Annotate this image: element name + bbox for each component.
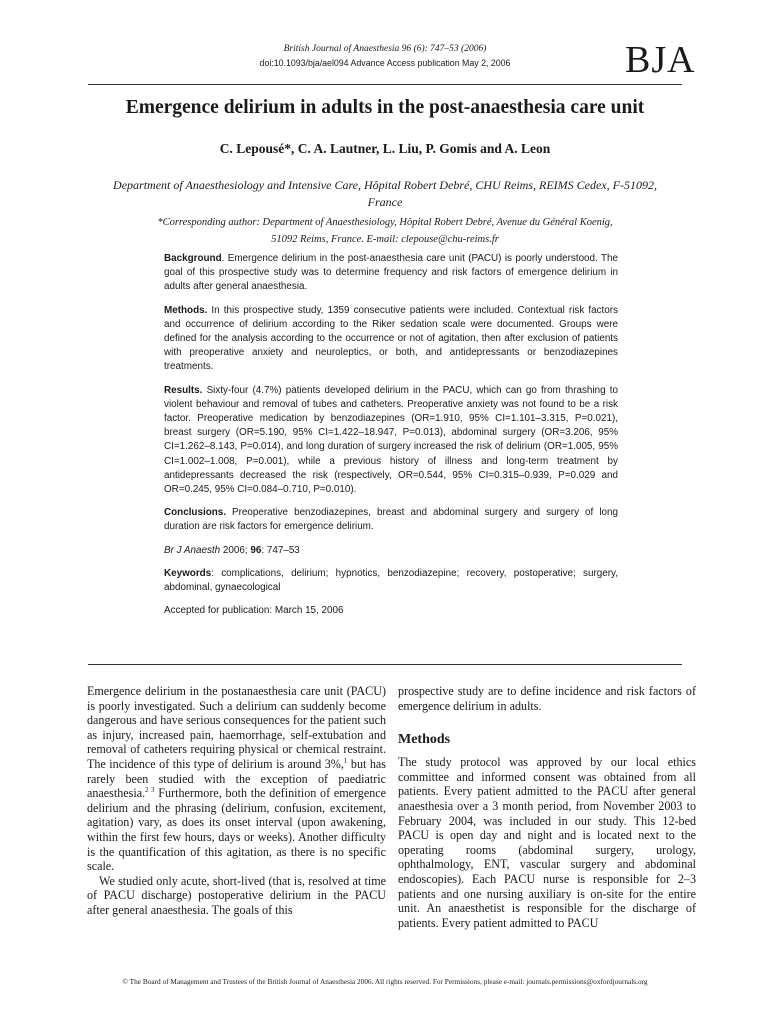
methods-text: In this prospective study, 1359 consecutive patients were included. Contextual risk factors and occurrence of delirium according to the Riker sedation scale were documented. Groups were defined for the analysis according to the occurrence or not of agitation, then after exclusion of patients with preoperative anxiety and neuroleptics, or both, and antidepressants or benzodiazepines treatments. [164, 304, 618, 373]
abstract-conclusions [164, 506, 618, 534]
reference-2-3[interactable]: 2 3 [145, 786, 155, 795]
intro-paragraph-2: We studied only acute, short-lived (that is, resolved at time of PACU discharge) postoperative delirium in the PACU after general anaesthesia. The goals of this [87, 873, 386, 917]
corresponding-author [110, 214, 660, 248]
article-title: Emergence delirium in adults in the post-anaesthesia care unit [125, 97, 645, 118]
methods-label: Methods. [164, 304, 208, 316]
citation-year: 2006; [220, 544, 251, 556]
journal-logo: BJA [625, 39, 696, 81]
methods-heading: Methods [398, 732, 451, 748]
intro-paragraph-continued: prospective study are to define incidence and risk factors of emergence delirium in adults. [398, 684, 696, 713]
results-text: Sixty-four (4.7%) patients developed delirium in the PACU, which can go from thrashing to violent behaviour and removal of tubes and catheters. Preoperative anxiety was not found to be a risk factor. Preoperative medication by benzodiazepines (OR=1.910, 95% CI=1.101–3.315, P=0.021), breast surgery (OR=5.190, 95% CI=1.422–18.947, P=0.013), abdominal surgery (OR=3.206, 95% CI=1.262–8.143, P=0.014), and long duration of surgery increased the risk of delirium (OR=1.005, 95% CI=1.002–1.008, P=0.001), while a previous history of illness and long-term treatment by antidepressants decreased the risk (respectively, OR=0.544, 95% CI=0.315–0.939, P=0.029 and OR=0.245, 95% CI=0.084–0.710, P=0.010). [164, 384, 618, 496]
methods-paragraph-1: The study protocol was approved by our local ethics committee and informed consent was obtained from all patients. Every patient admitted to the PACU after general anaesthesia over a 3 month period, from November 2003 to February 2004, was included in our study. This 12-bed PACU is open day and night and is located next to the operating rooms (abdominal surgery, urology, ophthalmology, ENT, vascular surgery and abdominal endoscopies). Each PACU nurse is responsible for 2–3 patients and one nursing auxiliary is on-site for the entire unit. An anaesthetist is responsible for the discharge of patients. Every patient admitted to PACU [398, 755, 696, 930]
keywords-label: Keywords [164, 567, 212, 579]
intro-text-c: Furthermore, both the definition of emergence delirium and the phrasing (delirium, confusion, excitement, agitation) vary, as does its onset interval (upon awakening, within the first few hours, days or weeks). Another difficulty is the quantification of this agitation, as there is no specific scale. [87, 786, 386, 874]
conclusions-text: Preoperative benzodiazepines, breast and abdominal surgery and surgery of long duration are risk factors for emergence delirium. [164, 507, 618, 533]
corresponding-line-2: 51092 Reims, France. E-mail: clepouse@chu-reims.fr [271, 234, 499, 245]
citation-volume: 96 [250, 544, 262, 556]
intro-text-a: Emergence delirium in the postanaesthesia care unit (PACU) is poorly investigated. Such a delirium can suddenly become dangerous and have serious consequences for the patient such as injury, increased pain, haemorrhage, self-extubation and removal of catheters requiring physical or chemical restraint. The incidence of this type of delirium is around 3%, [87, 684, 386, 771]
conclusions-label: Conclusions. [164, 507, 226, 519]
accepted-date: Accepted for publication: March 15, 2006 [164, 605, 344, 617]
abstract [164, 252, 618, 627]
background-text: . Emergence delirium in the post-anaesthesia care unit (PACU) is poorly understood. The goal of this prospective study was to determine frequency and risk factors of emergence delirium in adults after general anaesthesia. [164, 253, 618, 293]
doi-line: doi:10.1093/bja/ael094 Advance Access publication May 2, 2006 [259, 58, 511, 68]
copyright-footer: © The Board of Management and Trustees of the British Journal of Anaesthesia 2006. All rights reserved. For Permissions, please e-mail: journals.permissions@oxfordjournals.org [122, 977, 648, 986]
citation-pages: : 747–53 [261, 544, 300, 556]
journal-citation-line: British Journal of Anaesthesia 96 (6): 747–53 (2006) [283, 44, 487, 54]
abstract-background [164, 252, 618, 295]
intro-paragraph-1 [87, 684, 386, 874]
background-label: Background [164, 253, 222, 264]
intro-text-b: but has rarely been studied with the exception of paediatric anaesthesia. [87, 756, 386, 801]
citation-journal: Br J Anaesth [164, 544, 221, 556]
journal-header [200, 42, 570, 70]
body-column-left [87, 684, 386, 918]
abstract-methods [164, 304, 618, 375]
header-rule [88, 84, 682, 85]
reference-1[interactable]: 1 [343, 756, 348, 765]
author-list: C. Lepousé*, C. A. Lautner, L. Liu, P. Gomis and A. Leon [219, 141, 551, 156]
results-label: Results. [164, 384, 203, 396]
body-column-right [398, 684, 696, 930]
abstract-rule [88, 664, 682, 665]
abstract-results [164, 384, 618, 498]
abstract-keywords [164, 567, 618, 595]
abstract-citation [164, 544, 618, 558]
affiliation: Department of Anaesthesiology and Intensive Care, Hôpital Robert Debré, CHU Reims, REIMS Cedex, F-51092, France [113, 178, 657, 209]
corresponding-line-1: *Corresponding author: Department of Anaesthesiology, Hôpital Robert Debré, Avenue du Général Koenig, [157, 217, 613, 228]
keywords-text: : complications, delirium; hypnotics, benzodiazepine; recovery, postoperative; surgery, abdominal, gynaecological [164, 567, 618, 594]
